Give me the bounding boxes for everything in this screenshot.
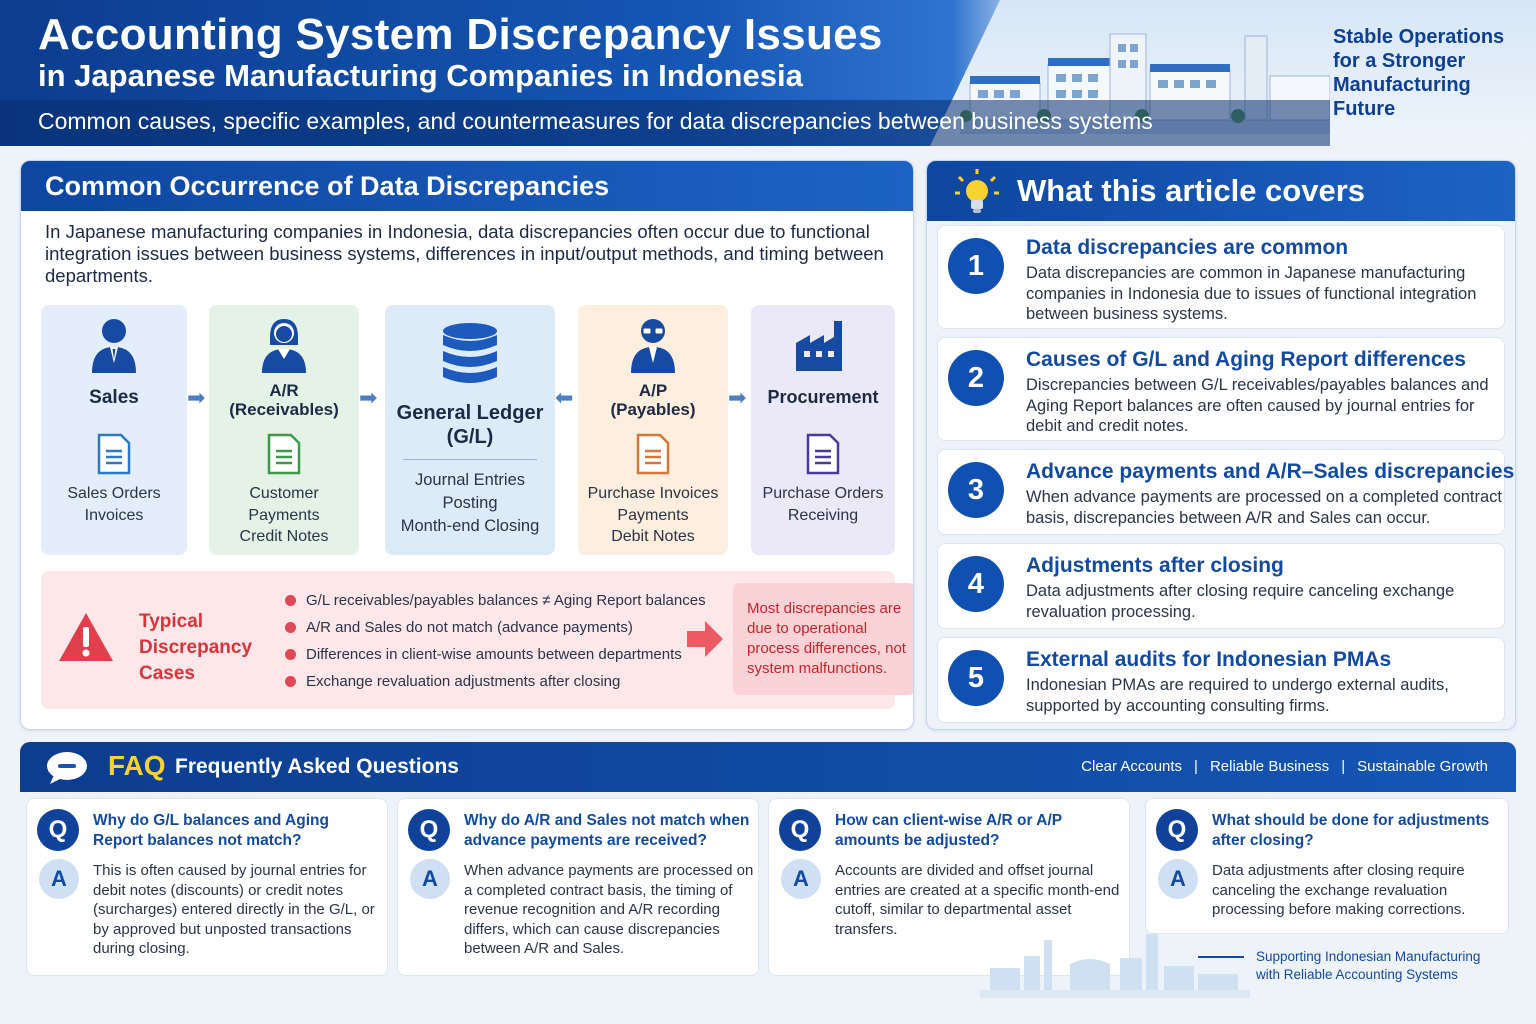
case-item-text: Exchange revaluation adjustments after closing bbox=[306, 673, 621, 690]
case-item bbox=[285, 641, 706, 668]
bullet-icon bbox=[285, 595, 296, 606]
case-item-text: Differences in client-wise amounts between departments bbox=[306, 646, 682, 663]
coverage-title: Data discrepancies are common bbox=[1026, 236, 1349, 259]
faq-item bbox=[1145, 798, 1509, 934]
slogan: Clear Accounts bbox=[1081, 758, 1183, 775]
panel-title: Common Occurrence of Data Discrepancies bbox=[21, 161, 913, 211]
flow-card-receivables bbox=[209, 305, 359, 555]
question-badge: Q bbox=[37, 809, 79, 851]
faq-item bbox=[26, 798, 388, 976]
faq-header bbox=[20, 742, 1516, 792]
arrow-right-icon bbox=[687, 619, 723, 659]
faq-slogans bbox=[1081, 758, 1488, 775]
flow-card-title: Procurement bbox=[767, 387, 879, 407]
flow-card-items: Customer Payments Credit Notes bbox=[239, 485, 329, 545]
divider bbox=[403, 459, 537, 460]
page-subtitle: Common causes, specific examples, and countermeasures for data discrepancies between business systems bbox=[38, 108, 1153, 134]
coverage-title: Advance payments and A/R–Sales discrepancies bbox=[1026, 460, 1515, 483]
salesperson-icon bbox=[41, 315, 187, 375]
flow-card-items: Journal Entries Posting Month-end Closing bbox=[400, 471, 540, 535]
header-banner bbox=[0, 0, 1536, 146]
flow-card-title: General Ledger (G/L) bbox=[396, 402, 544, 448]
coverage-item bbox=[937, 337, 1505, 441]
flow-card-items: Purchase Invoices Payments Debit Notes bbox=[587, 485, 719, 545]
coverage-title: Causes of G/L and Aging Report differences bbox=[1026, 348, 1466, 371]
case-item-text: A/R and Sales do not match (advance payments) bbox=[306, 619, 633, 636]
flow-card-title: Sales bbox=[89, 387, 139, 408]
city-skyline-illustration bbox=[980, 928, 1250, 998]
question-badge: Q bbox=[779, 809, 821, 851]
cases-note: Most discrepancies are due to operational process differences, not system malfunctions. bbox=[733, 583, 914, 695]
case-item bbox=[285, 668, 706, 695]
flow-card-general-ledger bbox=[385, 305, 555, 555]
faq-answer: Data adjustments after closing require canceling the exchange revaluation processing before making corrections. bbox=[1212, 862, 1466, 918]
coverage-text: When advance payments are processed on a completed contract basis, discrepancies between A/R and Sales can occur. bbox=[1026, 488, 1503, 527]
question-badge: Q bbox=[1156, 809, 1198, 851]
chat-bubble-icon bbox=[46, 751, 88, 785]
flow-arrow-left-icon: ⬅ bbox=[555, 385, 574, 410]
header-tagline: Stable Operations for a Stronger Manufacturing Future bbox=[1333, 26, 1505, 120]
coverage-text: Data discrepancies are common in Japanese manufacturing companies in Indonesia due to issues of functional integration between business systems. bbox=[1026, 264, 1477, 323]
cases-list bbox=[285, 587, 706, 695]
number-badge: 1 bbox=[948, 238, 1004, 294]
faq-question: Why do G/L balances and Aging Report balances not match? bbox=[93, 812, 329, 849]
article-coverage-panel bbox=[926, 160, 1516, 730]
flow-card-sales bbox=[41, 305, 187, 555]
faq-question: What should be done for adjustments after closing? bbox=[1212, 812, 1490, 849]
coverage-text: Indonesian PMAs are required to undergo external audits, supported by accounting consulting firms. bbox=[1026, 676, 1449, 715]
coverage-text: Data adjustments after closing require canceling exchange revaluation processing. bbox=[1026, 582, 1455, 621]
panel-header bbox=[927, 161, 1515, 221]
document-icon bbox=[751, 433, 895, 475]
flow-card-items: Sales Orders Invoices bbox=[67, 485, 161, 524]
number-badge: 4 bbox=[948, 556, 1004, 612]
document-icon bbox=[578, 433, 728, 475]
coverage-title: Adjustments after closing bbox=[1026, 554, 1284, 577]
number-badge: 5 bbox=[948, 650, 1004, 706]
separator: | bbox=[1341, 758, 1346, 775]
flow-arrow-right-icon: ➡ bbox=[359, 385, 378, 410]
answer-badge: A bbox=[39, 859, 79, 899]
flow-arrow-right-icon: ➡ bbox=[187, 385, 206, 410]
coverage-title: External audits for Indonesian PMAs bbox=[1026, 648, 1392, 671]
typical-cases-box bbox=[41, 571, 906, 709]
factory-icon bbox=[751, 315, 895, 375]
discrepancy-overview-panel bbox=[20, 160, 914, 730]
footer-rule bbox=[1198, 956, 1244, 958]
case-item-text: G/L receivables/payables balances ≠ Aging Report balances bbox=[306, 592, 706, 609]
question-badge: Q bbox=[408, 809, 450, 851]
flow-card-payables bbox=[578, 305, 728, 555]
intro-text: In Japanese manufacturing companies in Indonesia, data discrepancies often occur due to functional integration issues between business systems, differences in input/output methods, and timing between departments. bbox=[45, 221, 884, 286]
flow-card-procurement bbox=[751, 305, 895, 555]
slogan: Sustainable Growth bbox=[1357, 758, 1488, 775]
answer-badge: A bbox=[1158, 859, 1198, 899]
receivables-person-icon bbox=[209, 315, 359, 375]
coverage-text: Discrepancies between G/L receivables/payables balances and Aging Report balances are often caused by journal entries for debit and credit notes. bbox=[1026, 376, 1489, 435]
document-icon bbox=[209, 433, 359, 475]
case-item bbox=[285, 587, 706, 614]
database-icon bbox=[385, 321, 555, 381]
flow-card-items: Purchase Orders Receiving bbox=[762, 485, 884, 524]
separator: | bbox=[1194, 758, 1198, 775]
answer-badge: A bbox=[410, 859, 450, 899]
page-title-line-2: in Japanese Manufacturing Companies in Indonesia bbox=[38, 58, 803, 93]
coverage-item bbox=[937, 449, 1515, 535]
panel-title: What this article covers bbox=[1017, 173, 1366, 208]
warning-icon bbox=[57, 611, 115, 663]
coverage-item bbox=[937, 543, 1505, 629]
faq-answer: When advance payments are processed on a completed contract basis, the timing of revenue recognition and A/R recording differs, which can cause discrepancies between A/R and Sales. bbox=[464, 862, 754, 957]
payables-person-icon bbox=[578, 315, 728, 375]
faq-section bbox=[20, 742, 1516, 1014]
case-item bbox=[285, 614, 706, 641]
bullet-icon bbox=[285, 649, 296, 660]
faq-answer: Accounts are divided and offset journal entries are created at a specific month-end cutoff, similar to departmental asset transfers. bbox=[835, 862, 1120, 938]
faq-question: How can client-wise A/R or A/P amounts be adjusted? bbox=[835, 812, 1062, 849]
footer-note: Supporting Indonesian Manufacturing with Reliable Accounting Systems bbox=[1256, 949, 1481, 982]
faq-item bbox=[397, 798, 759, 976]
number-badge: 3 bbox=[948, 462, 1004, 518]
faq-answer: This is often caused by journal entries for debit notes (discounts) or credit notes (surcharges) entered directly in the G/L, or by approved but unposted transactions during closing. bbox=[93, 862, 375, 957]
faq-title: Frequently Asked Questions bbox=[175, 755, 459, 778]
lightbulb-icon bbox=[955, 169, 999, 215]
number-badge: 2 bbox=[948, 350, 1004, 406]
coverage-item bbox=[937, 225, 1505, 329]
slogan: Reliable Business bbox=[1209, 758, 1330, 775]
flow-card-title: A/P (Payables) bbox=[610, 381, 696, 419]
bullet-icon bbox=[285, 676, 296, 687]
faq-question: Why do A/R and Sales not match when advance payments are received? bbox=[464, 812, 750, 849]
flow-card-title: A/R (Receivables) bbox=[229, 381, 339, 419]
cases-title: Typical Discrepancy Cases bbox=[139, 611, 253, 684]
bullet-icon bbox=[285, 622, 296, 633]
answer-badge: A bbox=[781, 859, 821, 899]
flow-arrow-right-icon: ➡ bbox=[728, 385, 747, 410]
document-icon bbox=[41, 433, 187, 475]
page-title-line-1: Accounting System Discrepancy Issues bbox=[38, 10, 883, 59]
coverage-item bbox=[937, 637, 1505, 723]
faq-label: FAQ bbox=[108, 750, 166, 781]
